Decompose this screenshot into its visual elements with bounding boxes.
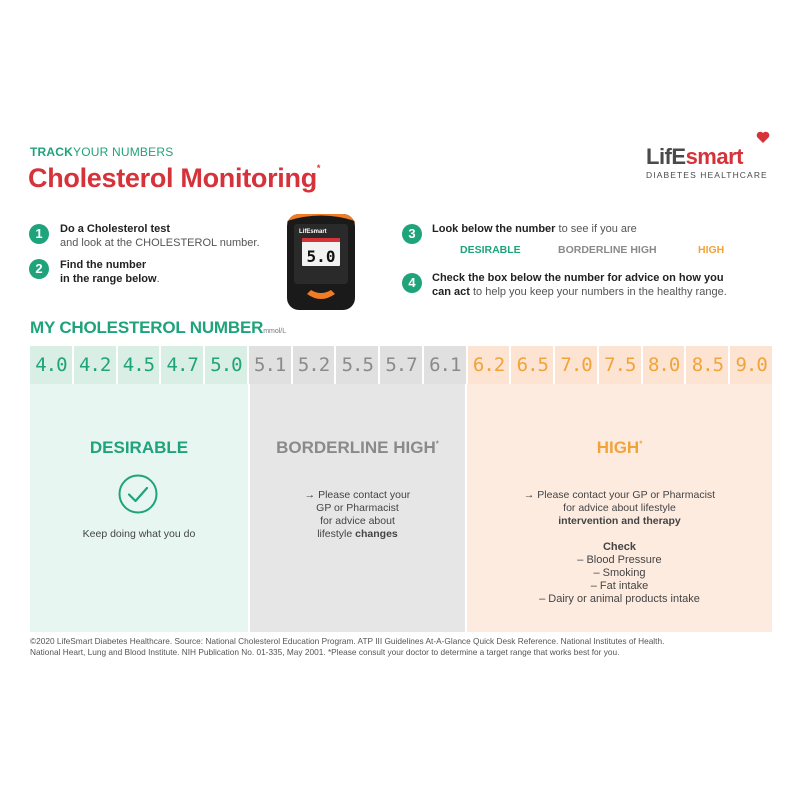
logo-tagline: DIABETES HEALTHCARE [646,170,768,180]
number-cell-desirable: 4.0 [30,346,74,384]
section-title: MY CHOLESTEROL NUMBERmmol/L [30,318,287,337]
step-1-number: 1 [29,224,49,244]
high-check-list: Check – Blood Pressure – Smoking – Fat intake – Dairy or animal products intake [539,541,700,605]
page-title: Cholesterol Monitoring* [28,163,321,193]
high-advice: → Please contact your GP or Pharmacist for advice about lifestyle intervention and therapy [523,489,716,527]
number-cell-high: 8.0 [643,346,687,384]
number-cell-high: 7.0 [555,346,599,384]
number-cell-borderline: 5.2 [293,346,337,384]
lifesmart-logo [646,130,776,185]
step-3-text: Look below the number to see if you are [432,223,637,235]
meter-brand: LifEsmart [299,229,327,235]
cholesterol-number-scale [30,346,772,384]
number-cell-desirable: 4.5 [118,346,162,384]
checkmark-icon [118,474,158,514]
number-cell-high: 6.5 [511,346,555,384]
track-your-numbers-label: TRACKYOUR NUMBERS [30,145,174,159]
number-cell-high: 9.0 [730,346,772,384]
number-cell-desirable: 4.2 [74,346,118,384]
step-1-text: Do a Cholesterol test and look at the CHOLESTEROL number. [60,223,260,249]
number-cell-high: 8.5 [686,346,730,384]
number-cell-high: 7.5 [599,346,643,384]
logo-wordmark: LifEsmart [646,144,743,169]
borderline-panel [250,384,465,632]
number-cell-borderline: 5.7 [380,346,424,384]
desirable-panel [30,384,248,632]
number-cell-borderline: 5.5 [336,346,380,384]
borderline-title: BORDERLINE HIGH* [276,438,439,457]
high-panel [467,384,772,632]
desirable-title: DESIRABLE [89,438,189,457]
footer-citation: ©2020 LifeSmart Diabetes Healthcare. Source: National Cholesterol Education Program. ATP III Guidelines At-A-Glance Quick Desk Reference. National Institutes of Health. National Heart, Lung and Blood Institute. NIH Publication No. 01-335, May 2001. *Please consult your doctor to determine a target range that works best for you. [30,636,665,657]
borderline-advice: → Please contact your GP or Pharmacist for advice about lifestyle changes [304,489,411,540]
level-desirable-label: DESIRABLE [460,244,521,256]
number-cell-borderline: 6.1 [424,346,468,384]
step-2-number: 2 [29,259,49,279]
desirable-text: Keep doing what you do [82,528,196,540]
heart-icon [756,130,770,144]
number-cell-desirable: 5.0 [205,346,249,384]
level-high-label: HIGH [698,244,725,256]
high-title: HIGH* [596,438,643,457]
step-3-number: 3 [402,224,422,244]
step-4-number: 4 [402,273,422,293]
step-2-text: Find the number in the range below. [60,259,160,285]
meter-reading: 5.0 [306,247,336,266]
number-cell-high: 6.2 [468,346,512,384]
number-cell-borderline: 5.1 [249,346,293,384]
step-4-text: Check the box below the number for advice on how you can act to help you keep your numbers in the healthy range. [432,272,727,298]
cholesterol-meter-image [285,212,357,312]
number-cell-desirable: 4.7 [161,346,205,384]
level-borderline-label: BORDERLINE HIGH [558,244,657,256]
